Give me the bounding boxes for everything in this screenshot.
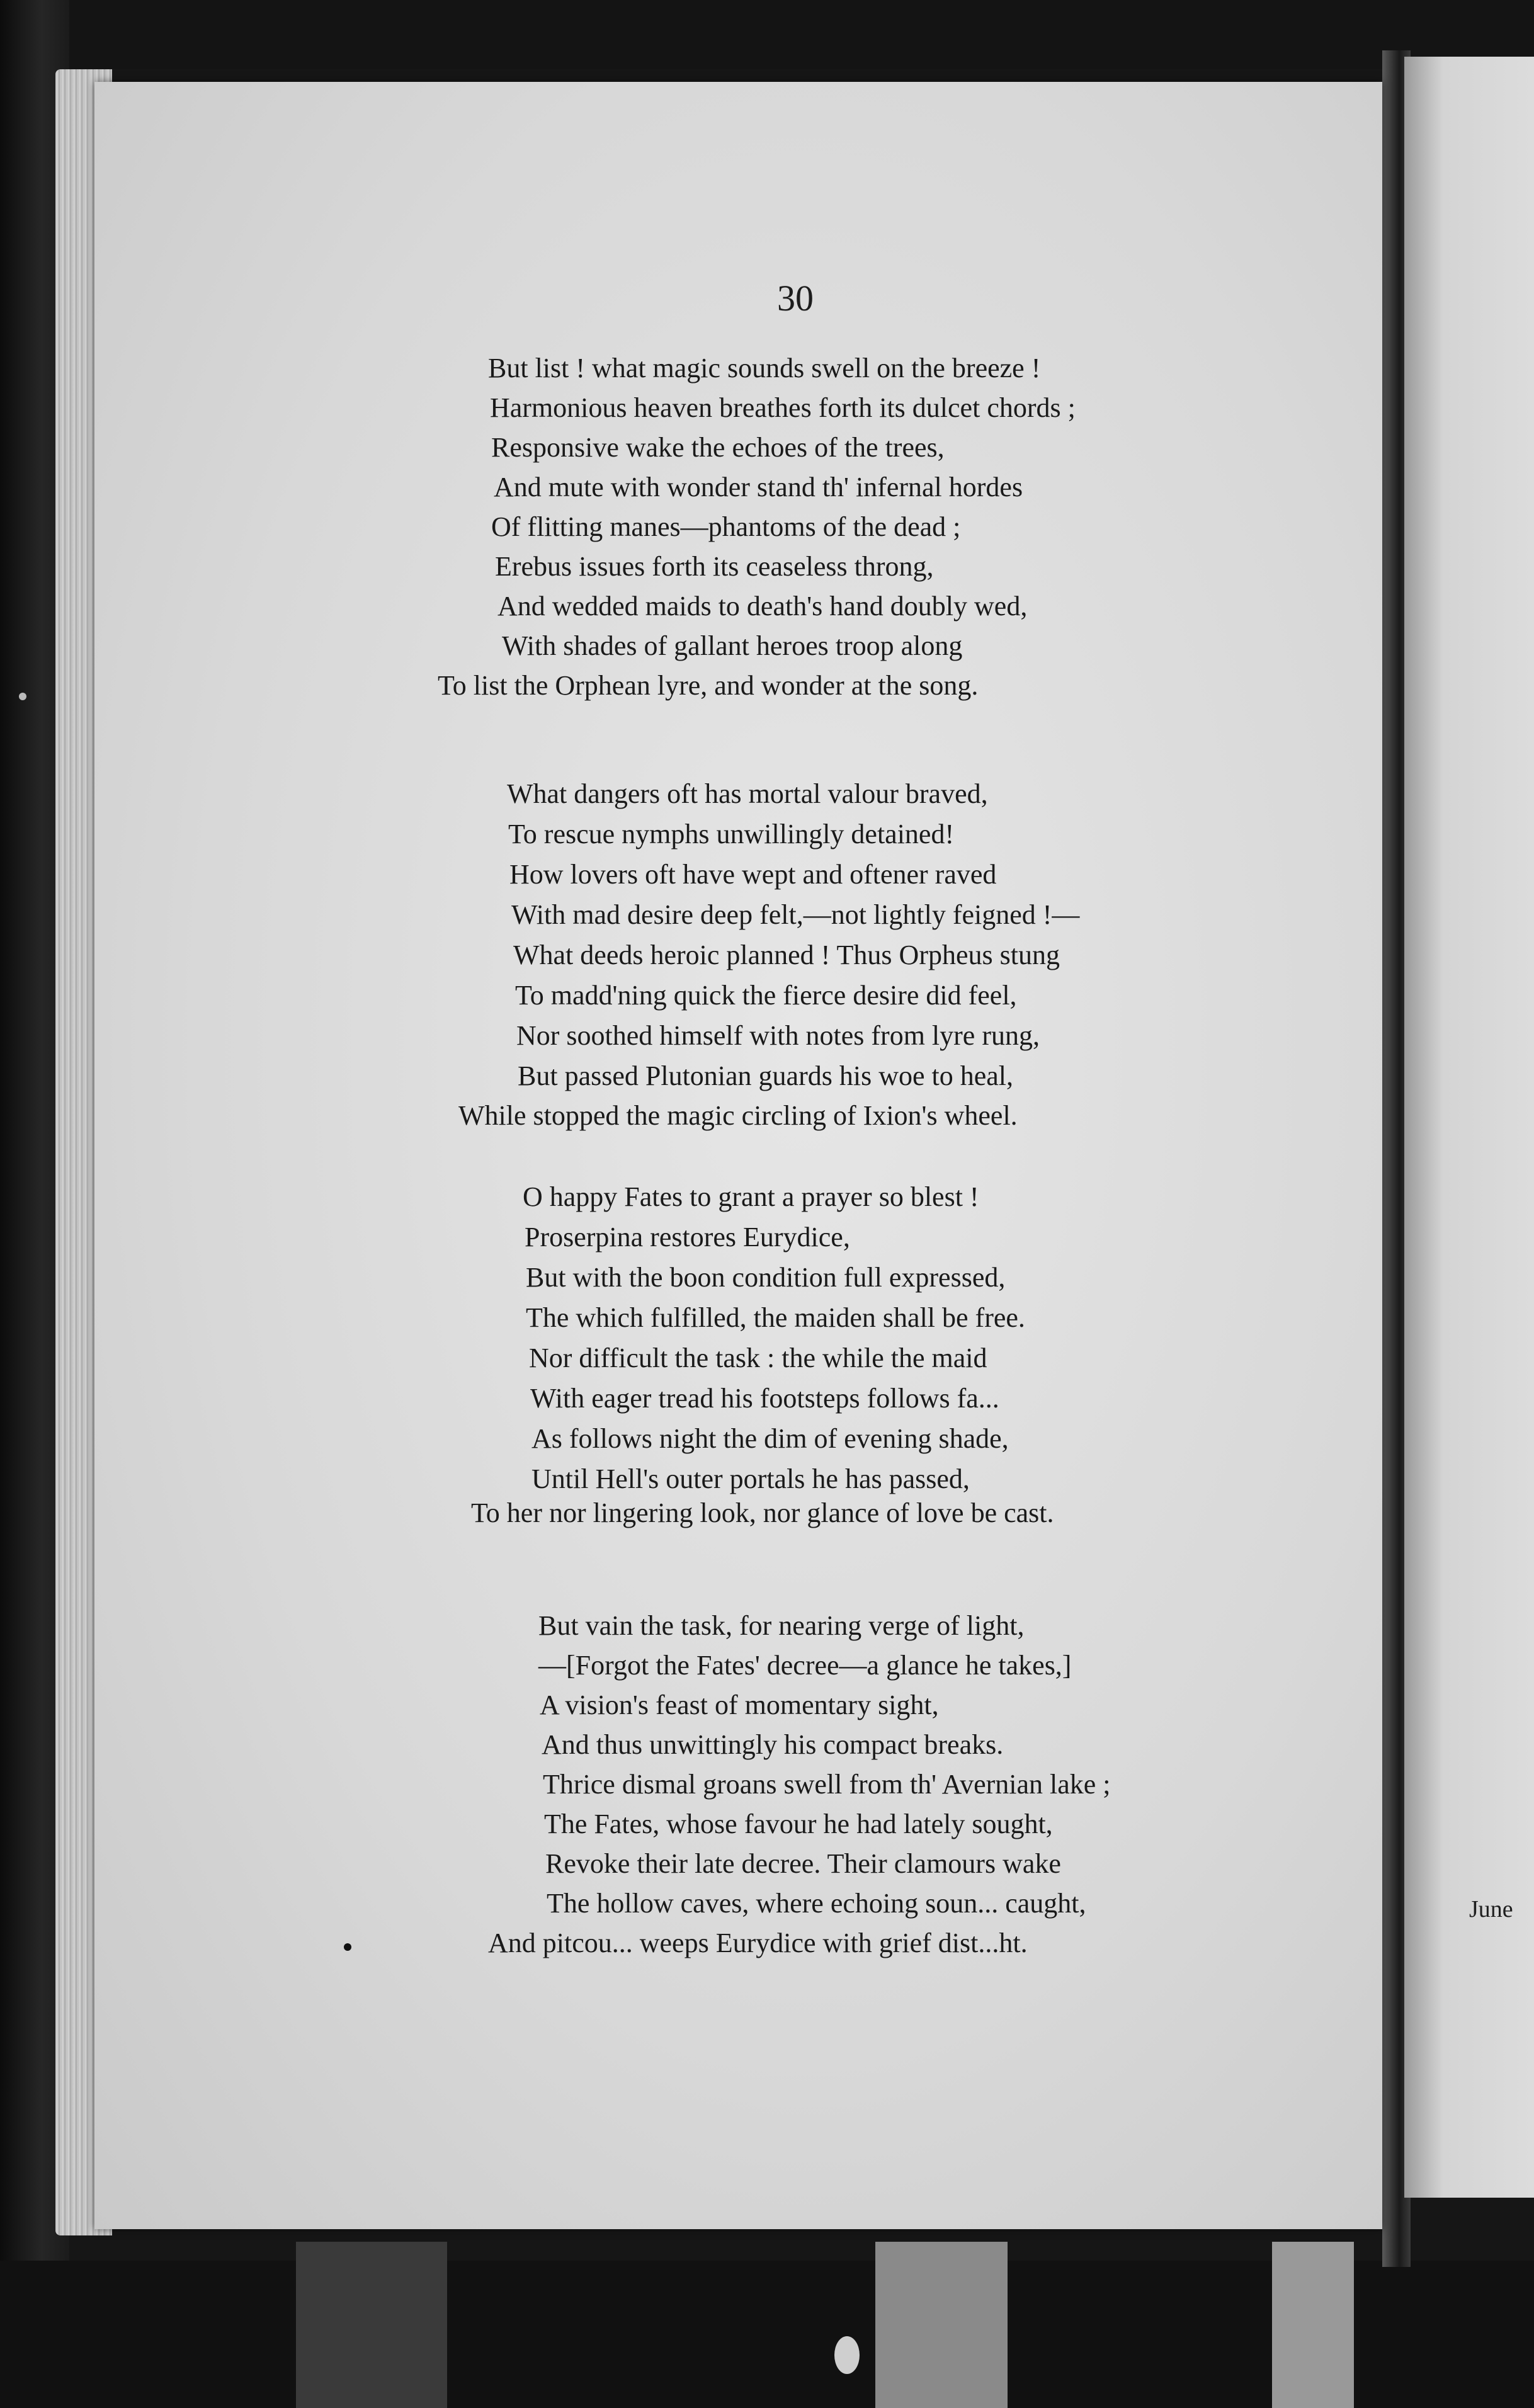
verse-line: Thrice dismal groans swell from th' Avernian lake ; [543, 1769, 1111, 1800]
background-top [0, 0, 1534, 69]
verse-line: But with the boon condition full expressed, [526, 1262, 1006, 1293]
verse-line: While stopped the magic circling of Ixion's wheel. [458, 1100, 1018, 1131]
verse-line: What deeds heroic planned ! Thus Orpheus stung [513, 940, 1060, 970]
verse-line: What dangers oft has mortal valour braved, [507, 778, 988, 809]
verse-line: Erebus issues forth its ceaseless throng, [495, 551, 934, 582]
verse-line: Nor soothed himself with notes from lyre rung, [516, 1020, 1040, 1051]
facing-page [1404, 57, 1534, 2198]
verse-line: But passed Plutonian guards his woe to heal, [518, 1060, 1014, 1091]
verse-line: And thus unwittingly his compact breaks. [542, 1729, 1004, 1760]
verse-line: With mad desire deep felt,—not lightly feigned !— [511, 899, 1080, 930]
verse-line: With eager tread his footsteps follows fa... [530, 1383, 999, 1414]
verse-line: With shades of gallant heroes troop along [502, 630, 963, 661]
verse-line: And wedded maids to death's hand doubly wed, [497, 591, 1028, 622]
ink-speck [344, 1943, 351, 1951]
verse-line: As follows night the dim of evening shade, [531, 1423, 1009, 1454]
verse-line: Harmonious heaven breathes forth its dulcet chords ; [490, 392, 1076, 423]
book-spine-strip [296, 2242, 447, 2408]
scan-speck [834, 2336, 860, 2374]
facing-page-text: June [1469, 1896, 1513, 1922]
page-number: 30 [777, 278, 814, 319]
book-spine-strip [875, 2242, 1008, 2408]
verse-line: Until Hell's outer portals he has passed, [531, 1463, 970, 1494]
verse-line: The which fulfilled, the maiden shall be free. [526, 1302, 1025, 1333]
scan-speck [19, 693, 26, 700]
verse-line: How lovers oft have wept and oftener raved [509, 859, 997, 890]
verse-line: The hollow caves, where echoing soun... caught, [547, 1888, 1086, 1919]
verse-line: —[Forgot the Fates' decree—a glance he takes,] [538, 1650, 1072, 1681]
book-spine-strip [1272, 2242, 1354, 2408]
verse-line: And mute with wonder stand th' infernal hordes [494, 472, 1023, 503]
verse-line: To her nor lingering look, nor glance of love be cast. [471, 1497, 1054, 1528]
verse-line: Revoke their late decree. Their clamours wake [545, 1848, 1061, 1879]
verse-line: Nor difficult the task : the while the maid [529, 1343, 987, 1373]
verse-line: But vain the task, for nearing verge of light, [538, 1610, 1025, 1641]
verse-line: To rescue nymphs unwillingly detained! [508, 819, 955, 849]
verse-line: Responsive wake the echoes of the trees, [491, 432, 945, 463]
verse-line: To list the Orphean lyre, and wonder at the song. [438, 670, 979, 701]
verse-line: The Fates, whose favour he had lately sought, [544, 1809, 1053, 1839]
verse-line: To madd'ning quick the fierce desire did feel, [515, 980, 1017, 1011]
verse-line: O happy Fates to grant a prayer so blest ! [523, 1181, 979, 1212]
verse-line: Of flitting manes—phantoms of the dead ; [491, 511, 961, 542]
verse-line: But list ! what magic sounds swell on the breeze ! [488, 353, 1041, 383]
verse-line: And pitcou... weeps Eurydice with grief dist...ht. [488, 1928, 1028, 1958]
verse-line: A vision's feast of momentary sight, [540, 1690, 939, 1720]
verse-line: Proserpina restores Eurydice, [525, 1222, 850, 1252]
